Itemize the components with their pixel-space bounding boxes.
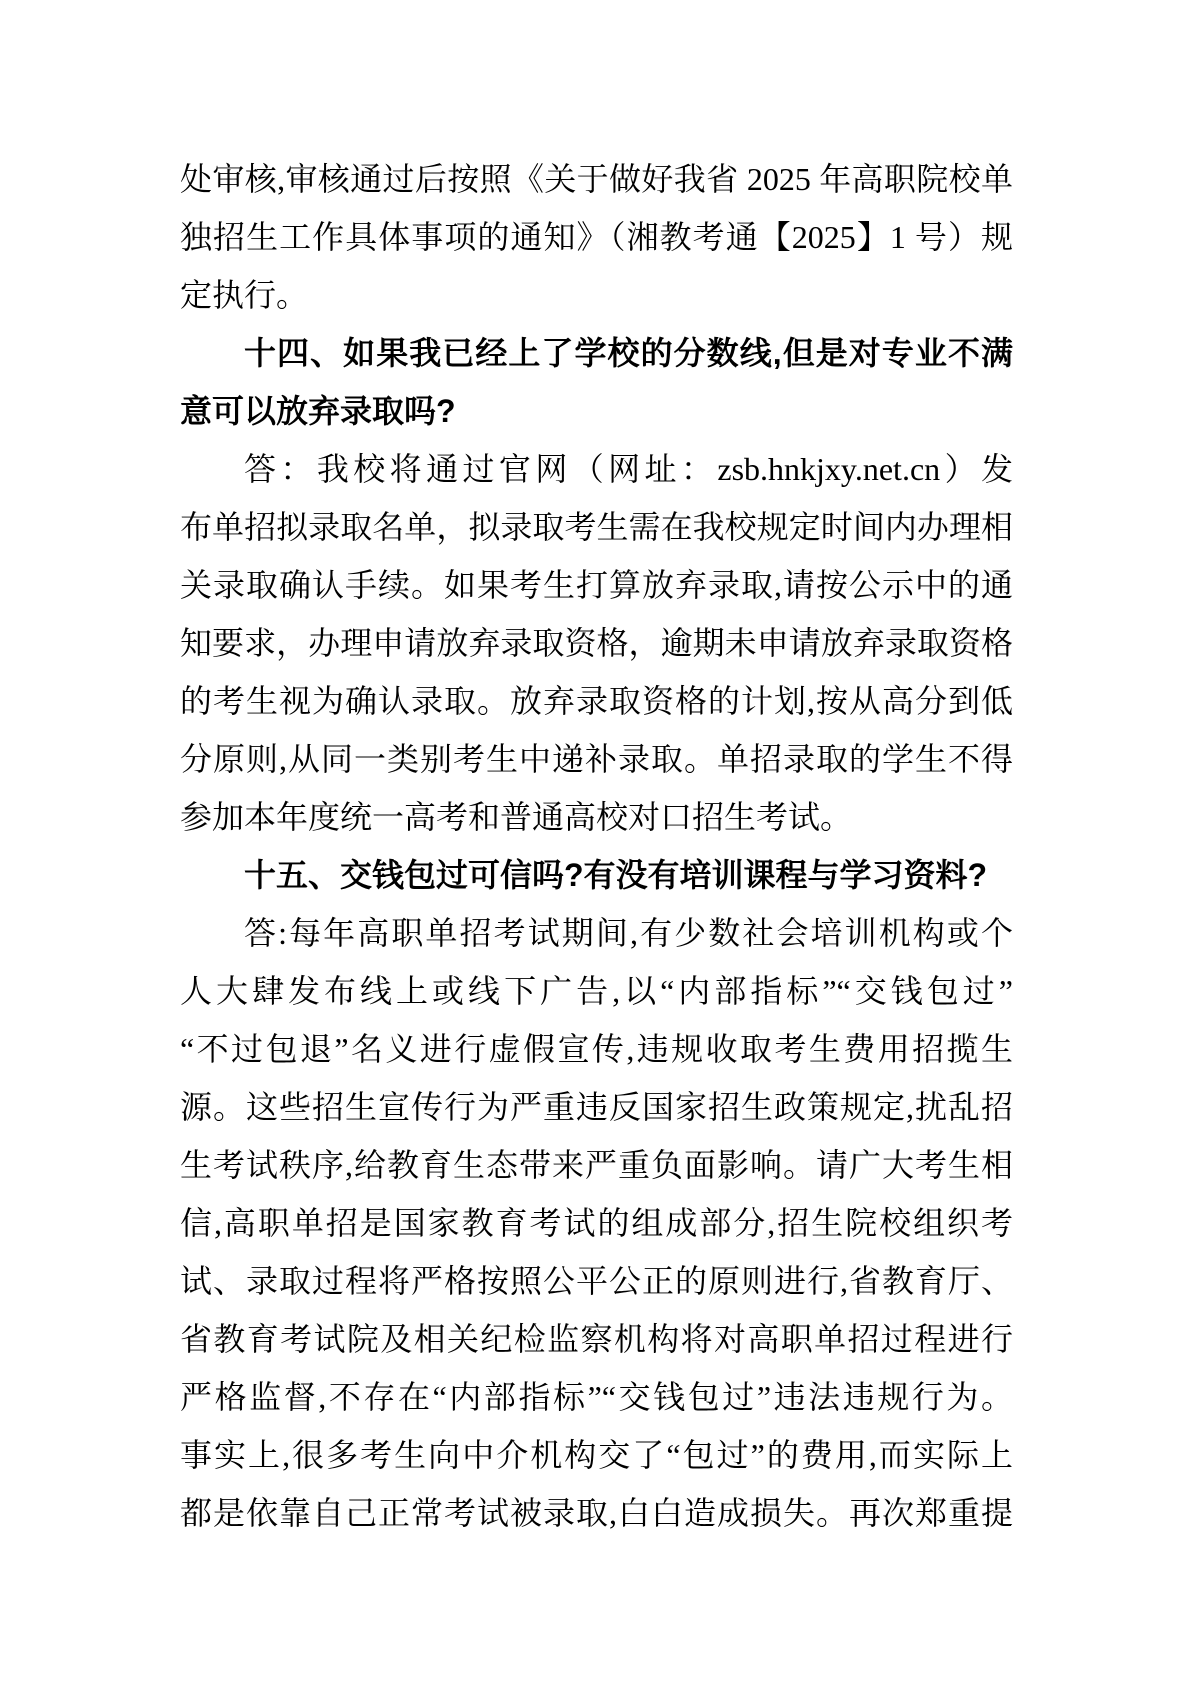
paragraph-line: 源。这些招生宣传行为严重违反国家招生政策规定,扰乱招 [180, 1089, 1013, 1125]
paragraph-line: 答:每年高职单招考试期间,有少数社会培训机构或个 [244, 915, 1013, 951]
paragraph-line: 试、录取过程将严格按照公平公正的原则进行,省教育厅、 [180, 1263, 1013, 1299]
paragraph-line: 分原则,从同一类别考生中递补录取。单招录取的学生不得 [180, 741, 1013, 777]
paragraph-line: 参加本年度统一高考和普通高校对口招生考试。 [180, 799, 853, 835]
paragraph-line: 关录取确认手续。如果考生打算放弃录取,请按公示中的通 [180, 567, 1013, 603]
section-heading-line: 十四、如果我已经上了学校的分数线,但是对专业不满 [244, 335, 1013, 371]
paragraph-line: 定执行。 [180, 277, 309, 313]
paragraph-line: 独招生工作具体事项的通知》（湘教考通【2025】1 号）规 [180, 219, 1013, 255]
paragraph-line: 事实上,很多考生向中介机构交了“包过”的费用,而实际上 [180, 1437, 1013, 1473]
paragraph-line: 人大肆发布线上或线下广告,以“内部指标”“交钱包过” [180, 973, 1013, 1009]
paragraph-line: 信,高职单招是国家教育考试的组成部分,招生院校组织考 [180, 1205, 1013, 1241]
paragraph-line: 生考试秩序,给教育生态带来严重负面影响。请广大考生相 [180, 1147, 1013, 1183]
paragraph-line: 知要求，办理申请放弃录取资格，逾期未申请放弃录取资格 [180, 625, 1013, 661]
paragraph-line: 的考生视为确认录取。放弃录取资格的计划,按从高分到低 [180, 683, 1013, 719]
document-text-block [180, 150, 1013, 1542]
paragraph-line: 严格监督,不存在“内部指标”“交钱包过”违法违规行为。 [180, 1379, 1013, 1415]
paragraph-line: 处审核,审核通过后按照《关于做好我省 2025 年高职院校单 [180, 161, 1013, 197]
paragraph-line: 布单招拟录取名单，拟录取考生需在我校规定时间内办理相 [180, 509, 1013, 545]
section-heading-line: 十五、交钱包过可信吗?有没有培训课程与学习资料? [244, 857, 988, 893]
paragraph-line: 省教育考试院及相关纪检监察机构将对高职单招过程进行 [180, 1321, 1013, 1357]
paragraph-line: 都是依靠自己正常考试被录取,白白造成损失。再次郑重提 [180, 1495, 1013, 1531]
paragraph-line: “不过包退”名义进行虚假宣传,违规收取考生费用招揽生 [180, 1031, 1013, 1067]
paragraph-line: 答：我校将通过官网（网址：zsb.hnkjxy.net.cn）发 [244, 451, 1013, 487]
section-heading-line: 意可以放弃录取吗? [180, 393, 456, 429]
